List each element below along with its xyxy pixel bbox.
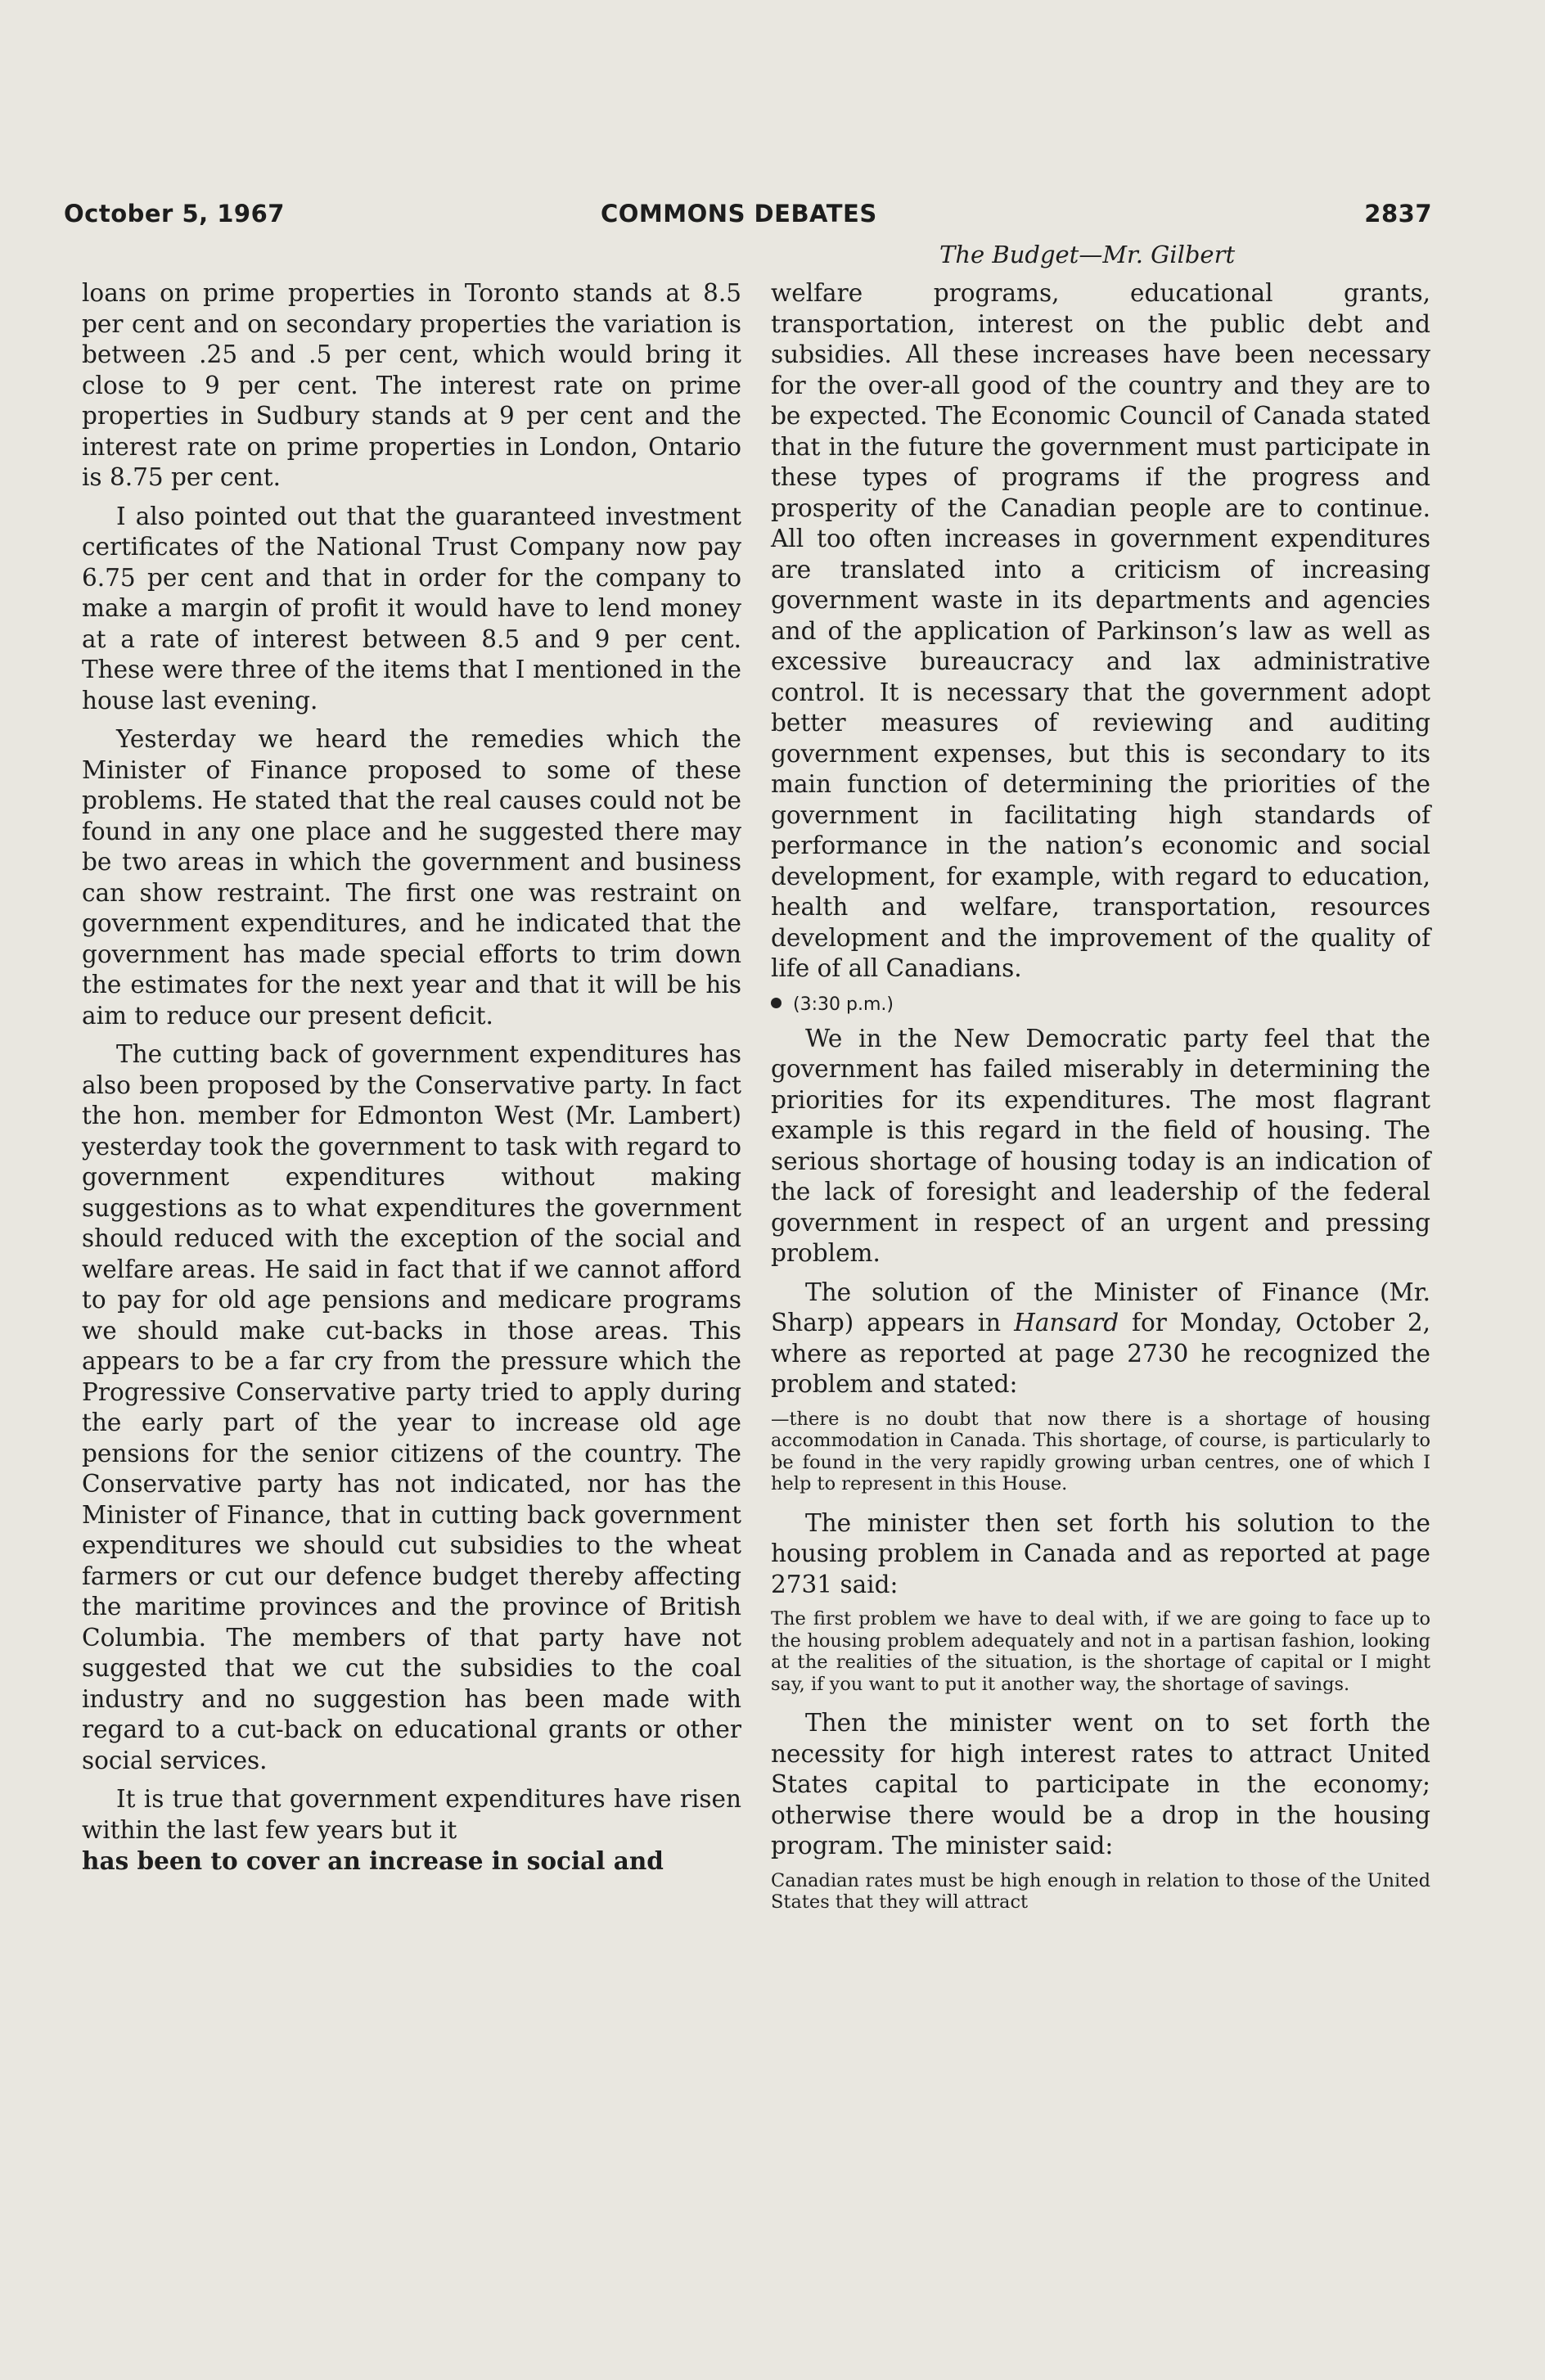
hansard-title: Hansard <box>1014 1309 1119 1336</box>
paragraph: The minister then set forth his solution to the housing problem in Canada and as reported at page 2731 said: <box>771 1508 1430 1598</box>
paragraph: I also pointed out that the guaranteed investment certificates of the National Trust Company now pay 6.75 per cent and that in order for the company to make a margin of profit it would have to lend money at a rate of interest between 8.5 and 9 per cent. These were three of the items that I mentioned in the house last evening. <box>82 502 741 714</box>
time-marker-text: (3:30 p.m.) <box>793 994 894 1015</box>
publication-title: COMMONS DEBATES <box>601 200 877 228</box>
running-header <box>64 200 1432 232</box>
section-title: The Budget—Mr. Gilbert <box>939 241 1236 268</box>
paragraph: Then the minister went on to set forth the necessity for high interest rates to attract United States capital to participate in the economy; otherwise there would be a drop in the housing program. The minister said: <box>771 1709 1430 1859</box>
paragraph: loans on prime properties in Toronto stands at 8.5 per cent and on secondary properties the variation is between .25 and .5 per cent, which would bring it close to 9 per cent. The interest rate on prime properties in Sudbury stands at 9 per cent and the interest rate on prime properties in London, Ontario is 8.75 per cent. <box>82 279 741 491</box>
block-quote: The first problem we have to deal with, if we are going to face up to the housing problem adequately and not in a partisan fashion, looking at the realities of the situation, is the shortage of capital or I might say, if you want to put it another way, the shortage of savings. <box>771 1608 1430 1695</box>
bullet-icon <box>771 998 782 1008</box>
paragraph-text: The solution of the Minister of Finance (Mr. Sharp) appears in <box>771 1278 1430 1336</box>
paragraph: welfare programs, educational grants, transportation, interest on the public debt and subsidies. All these increases have been necessary for the over-all good of the country and they are to be expected. The Economic Council of Canada stated that in the future the government must participate in these types of programs if the progress and prosperity of the Canadian people are to continue. All too often increases in government expenditures are translated into a criticism of increasing government waste in its departments and agencies and of the application of Parkinson’s law as well as excessive bureaucracy and lax administrative control. It is necessary that the government adopt better measures of reviewing and auditing government expenses, but this is secondary to its main function of determining the priorities of the government in facilitating high standards of performance in the nation’s economic and social development, for example, with regard to education, health and welfare, transportation, resources development and the improvement of the quality of life of all Canadians. <box>771 279 1430 982</box>
paragraph: It is true that government expenditures have risen within the last few years but it <box>82 1785 741 1844</box>
time-marker <box>771 993 1430 1017</box>
block-quote: —there is no doubt that now there is a shortage of housing accommodation in Canada. This shortage, of course, is particularly to be found in the very rapidly growing urban centres, one of which I help to represent in this House. <box>771 1408 1430 1494</box>
paragraph <box>771 1278 1430 1400</box>
paragraph-text: for Monday, October 2, where as reported at page 2730 he recognized the problem and stated: <box>771 1309 1431 1398</box>
paragraph-continuation: has been to cover an increase in social and <box>82 1846 664 1875</box>
paragraph: We in the New Democratic party feel that the government has failed miserably in determining the priorities for its expenditures. The most flagrant example is this regard in the field of housing. The serious shortage of housing today is an indication of the lack of foresight and leadership of the federal government in respect of an urgent and pressing problem. <box>771 1024 1430 1267</box>
block-quote: Canadian rates must be high enough in relation to those of the United States that they will attract <box>771 1869 1430 1913</box>
page-number: 2837 <box>1364 200 1432 228</box>
header-date: October 5, 1967 <box>64 200 285 228</box>
paragraph: Yesterday we heard the remedies which the Minister of Finance proposed to some of these problems. He stated that the real causes could not be found in any one place and he suggested there may be two areas in which the government and business can show restraint. The first one was restraint on government expenditures, and he indicated that the government has made special efforts to trim down the estimates for the next year and that it will be his aim to reduce our present deficit. <box>82 725 741 1030</box>
right-column <box>771 278 1430 1927</box>
paragraph: The cutting back of government expenditures has also been proposed by the Conservative party. In fact the hon. member for Edmonton West (Mr. Lambert) yesterday took the government to task with regard to government expenditures without making suggestions as to what expenditures the government should reduced with the exception of the social and welfare areas. He said in fact that if we cannot afford to pay for old age pensions and medicare programs we should make cut-backs in those areas. This appears to be a far cry from the pressure which the Progressive Conservative party tried to apply during the early part of the year to increase old age pensions for the senior citizens of the country. The Conservative party has not indicated, nor has the Minister of Finance, that in cutting back government expenditures we should cut subsidies to the wheat farmers or cut our defence budget thereby affecting the maritime provinces and the province of British Columbia. The members of that party have not suggested that we cut the subsidies to the coal industry and no suggestion has been made with regard to a cut-back on educational grants or other social services. <box>82 1040 741 1774</box>
left-column <box>82 278 741 1885</box>
